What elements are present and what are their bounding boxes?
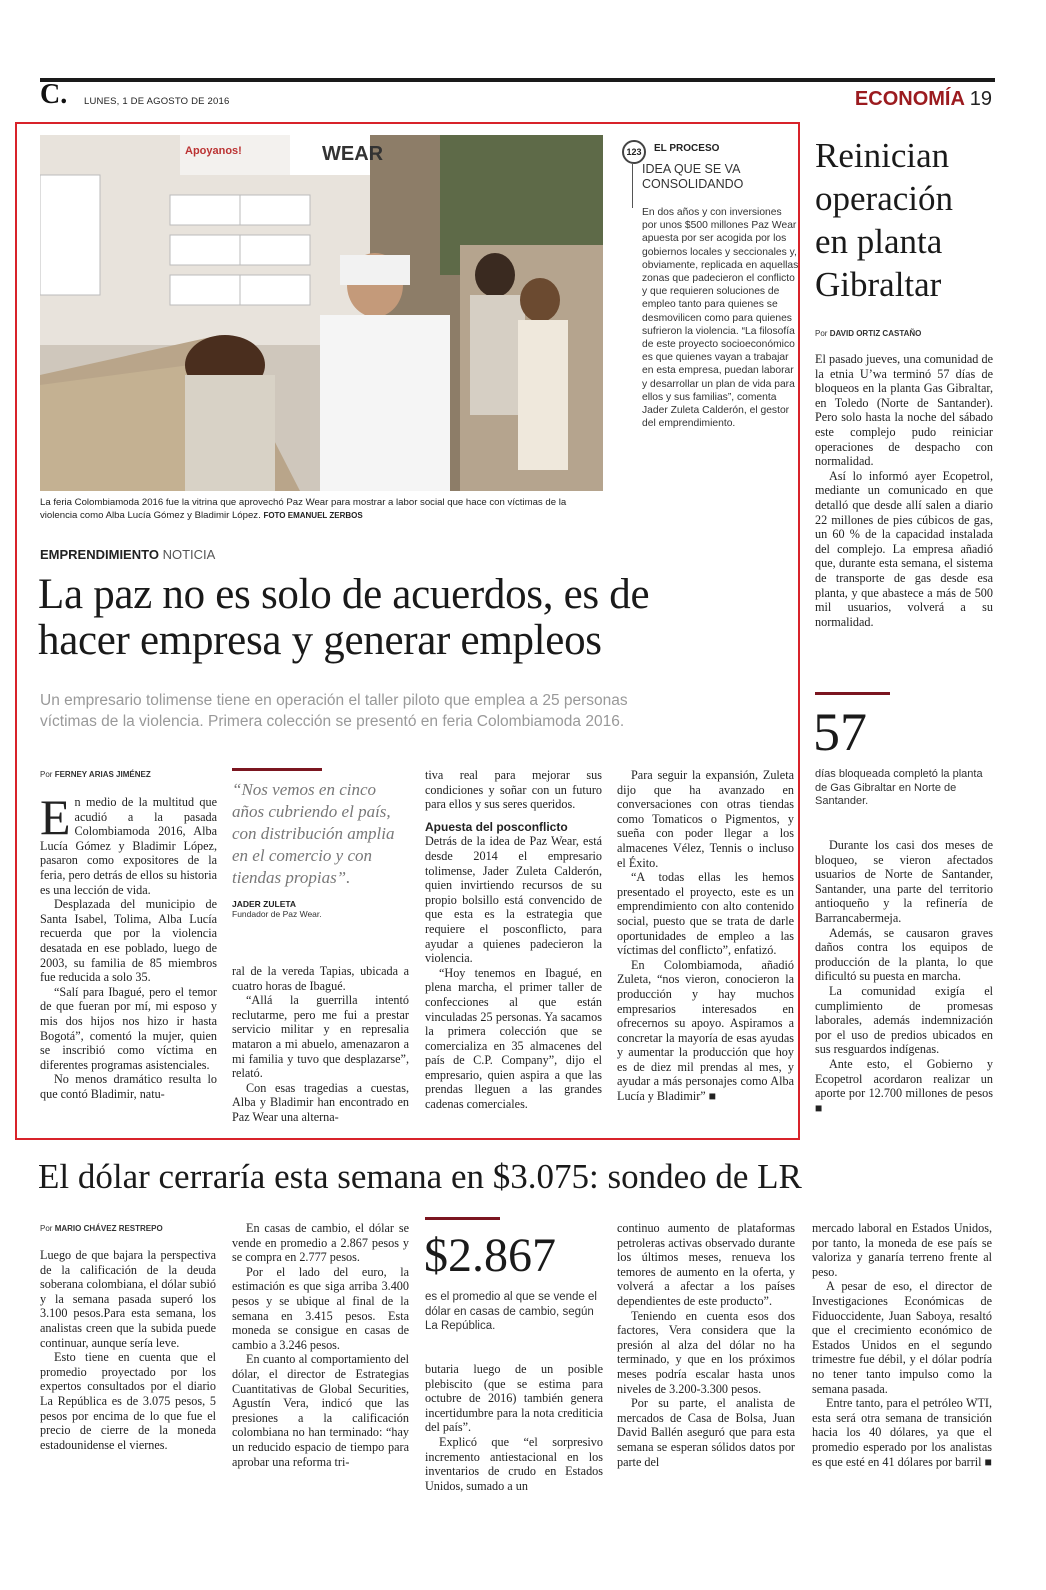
col3-p1: tiva real para mejorar sus condiciones y soñar con un futuro para ellos y sus seres queridos. — [425, 768, 602, 812]
gibraltar-p4: Además, se causaron graves daños contra los equipos de producción de la planta, lo que dificultó su puesta en marcha. — [815, 925, 993, 984]
pull-quote — [232, 768, 410, 919]
dollar-byline-prefix: Por — [40, 1224, 53, 1233]
col1-p2: Desplazada del municipio de Santa Isabel, Tolima, Alba Lucía recuerda que por la violencia desatada en ese poblado, luego de 2003, su familia de 85 miembros fue reducida a solo 35. — [40, 897, 217, 985]
dollar-col2-p2: Por el lado del euro, la estimación es que siga arriba 3.400 pesos y se ubique al final de la semana en 3.415 pesos. Esta moneda se consigue en casas de cambio a 3.246 pesos. — [232, 1264, 409, 1352]
sidebar-badge: 123 — [622, 140, 646, 164]
dollar-col5-p3: Entre tanto, para el petróleo WTI, esta será otra semana de transición hacia los 40 dólares, ya que el promedio esperado por los analistas es que esté en 41 dólares por barril ■ — [812, 1396, 992, 1469]
dollar-col1-p1: Luego de que bajara la perspectiva de la calificación de la deuda soberana colombiana, el dólar subió y la semana pasada superó los 3.100 pesos.Para esta semana, los analistas creen que la subida puede continuar, aunque sería leve. — [40, 1248, 216, 1350]
gibraltar-byline-name: DAVID ORTIZ CASTAÑO — [829, 329, 922, 338]
section-label — [855, 88, 992, 111]
gibraltar-stat-bar — [815, 692, 890, 695]
col4-p2: “A todas ellas les hemos presentado el proyecto, este es un emprendimiento con alto contenido social, puesto que se trata de darle oportunidades de empleo a las víctimas del conflicto”, enfatizó. — [617, 870, 794, 958]
gibraltar-p6: Ante esto, el Gobierno y Ecopetrol acordaron realizar un aporte por 12.700 millones de pesos ■ — [815, 1056, 993, 1115]
col4-p1: Para seguir la expansión, Zuleta dijo que ha avanzado en conversaciones con otras tiendas como Tomaticos o Pigmentos, y sueña con poder llegar a los almacenes Vélez, Tennis o incluso el Éxito. — [617, 768, 794, 870]
process-sidebar — [620, 138, 798, 430]
feature-col1 — [40, 789, 217, 1101]
dollar-byline — [40, 1224, 163, 1233]
photo-caption — [40, 496, 605, 522]
col2-p3: Con esas tragedias a cuestas, Alba y Bladimir han encontrado en Paz Wear una alterna- — [232, 1080, 409, 1124]
logo: C. — [40, 79, 68, 110]
dollar-col3-p1: butaria luego de un posible plebiscito (que se estima para octubre de 2016) también genera incertidumbre para la nota crediticia del país”. — [425, 1362, 603, 1435]
top-rule — [40, 78, 995, 82]
feature-dek — [40, 690, 800, 732]
quote-bar — [232, 768, 322, 771]
gibraltar-headline — [815, 134, 1005, 306]
col3-p3: “Hoy tenemos en Ibagué, en plena marcha, el primer taller de confecciones al que están vinculadas 25 personas. Ya sacamos la primera colección que se comercializa en 35 almacenes del país de C.P. Company”, dijo el empresario, quien aspira a que las prendas lleguen a las grandes cadenas comerciales. — [425, 965, 602, 1112]
photo-illustration — [40, 135, 603, 491]
dollar-col3 — [425, 1362, 603, 1493]
col1-p1: n medio de la multitud que acudió a la pasada Colombiamoda 2016, Alba Lucía Gómez y Bladimir López, pasaron como expositores de la feria, pero detrás de ellos su historia es una lección de vida. — [40, 795, 217, 897]
gibraltar-p2: Así lo informó ayer Ecopetrol, mediante un comunicado en que detalló que desde allí salen a diario 22 millones de pies cúbicos de gas, un 60 % de la capacidad instalada del complejo. La empresa añadió que, durante esta semana, el sistema de transporte de gas desde esa planta, y que abastece a más de 500 mil usuarios, volverá a su normalidad. — [815, 468, 993, 629]
feature-photo — [40, 135, 603, 491]
sidebar-title-line2: CONSOLIDANDO — [642, 177, 744, 191]
feature-col3 — [425, 768, 602, 1112]
page-number: 19 — [969, 88, 992, 110]
feature-col2 — [232, 964, 409, 1125]
dollar-col5-p2: A pesar de eso, el director de Investigaciones Económicas de Fiduoccidente, Juan Saboya, resaltó que el crecimiento económico de Estados Unidos en el segundo trimestre fue débil, y el dólar podría no tener tanto impulso como la semana pasada. — [812, 1279, 992, 1396]
quote-role: Fundador de Paz Wear. — [232, 909, 322, 919]
byline-name: FERNEY ARIAS JIMÉNEZ — [54, 770, 151, 779]
gibraltar-p5: La comunidad exigía el cumplimiento de promesas laborales, además indemnización por el uso de predios ubicados en sus resguardos indígenas. — [815, 983, 993, 1057]
gibraltar-p1: El pasado jueves, una comunidad de la etnia U’wa terminó 57 días de bloqueos en la planta Gas Gibraltar, en Toledo (Norte de Santander). Pero solo hasta la noche del sábado este complejo pudo reiniciar operaciones de despacho con normalidad. — [815, 352, 993, 469]
col1-p3: “Salí para Ibagué, pero el temor de que fueran por mí, mi esposo y mis dos hijos nos hizo ir hasta Bogotá”, comentó la mujer, quien se inscribió como víctima en diferentes programas asistenciales. — [40, 984, 217, 1072]
dollar-col2-p3: En cuanto al comportamiento del dólar, el director de Estrategias Cuantitativas de Global Securities, Agustín Vera, indicó que las presiones a la calificación colombiana no han terminado: “hay un reducido espacio de tiempo para aprobar una reforma tri- — [232, 1352, 409, 1469]
gibraltar-headline-line4: Gibraltar — [815, 265, 942, 304]
quote-text: “Nos vemos en cinco años cubriendo el país, con distribución amplia en el comercio y con tiendas propias”. — [232, 780, 395, 887]
feature-kicker — [40, 547, 215, 562]
photo-credit: FOTO EMANUEL ZERBOS — [263, 511, 363, 520]
dollar-col2-p1: En casas de cambio, el dólar se vende en promedio a 2.867 pesos y se compra en 2.777 pesos. — [232, 1221, 409, 1265]
sidebar-title — [642, 162, 798, 192]
kicker-light: NOTICIA — [162, 547, 216, 562]
sidebar-label: EL PROCESO — [654, 143, 720, 154]
gibraltar-headline-line3: en planta — [815, 222, 943, 261]
issue-date: LUNES, 1 DE AGOSTO DE 2016 — [84, 96, 230, 107]
dollar-byline-name: MARIO CHÁVEZ RESTREPO — [54, 1224, 163, 1233]
photo-sign-text: Apoyanos! — [185, 145, 242, 157]
kicker-bold: EMPRENDIMIENTO — [40, 547, 159, 562]
gibraltar-headline-line2: operación — [815, 179, 953, 218]
gibraltar-body-bottom — [815, 838, 993, 1115]
dollar-col3-p2: Explicó que “el sorpresivo incremento antiestacional en los inventarios de crudo en Estados Unidos, sumado a un — [425, 1434, 603, 1493]
col2-p2: “Allá la guerrilla intentó reclutarme, pero me fui a prestar servicio militar y en represalia mataron a mi abuelo, amenazaron a mi familia y tuvo que desplazarse”, relató. — [232, 993, 409, 1081]
feature-byline — [40, 770, 151, 779]
gibraltar-byline-prefix: Por — [815, 329, 828, 338]
gibraltar-stat-number: 57 — [813, 702, 867, 762]
sidebar-header — [620, 138, 798, 158]
dollar-stat-number: $2.867 — [424, 1229, 556, 1282]
sidebar-text: En dos años y con inversiones por unos $500 millones Paz Wear apuesta por ser acogida por los gobiernos locales y seccionales y, obviamente, replicada en aquellas zonas que padecieron el conflicto y que requieren soluciones de empleo tanto para quienes se desmovilicen como para quienes sufrieron la violencia. “La filosofía de este proyecto socioeconómico es que quienes vayan a trabajar en esta empresa, puedan laborar y desarrollar un plan de vida para ellos y sus familias”, comenta Jader Zuleta Calderón, el gestor del emprendimiento. — [642, 207, 799, 430]
gibraltar-body-top — [815, 352, 993, 629]
quote-author: JADER ZULETA — [232, 899, 297, 909]
dollar-stat-bar — [425, 1217, 500, 1220]
photo-brand-text: WEAR — [322, 143, 384, 165]
headline-line2: hacer empresa y generar empleos — [38, 617, 602, 664]
dollar-col4-p2: Teniendo en cuenta esos dos factores, Vera considera que la presión al alza del dólar no ha terminado, y que en los próximos meses podría escalar hasta unos niveles de 3.200-3.300 pesos. — [617, 1308, 795, 1396]
col3-subhead: Apuesta del posconflicto — [425, 819, 568, 834]
caption-text: La feria Colombiamoda 2016 fue la vitrina que aprovechó Paz Wear para mostrar a labor social que hace con víctimas de la violencia como Alba Lucía Gómez y Bladimir López. — [40, 497, 567, 521]
dollar-col4-p3: Por su parte, el analista de mercados de Casa de Bolsa, Juan David Ballén aseguró que para esta semana se esperan sólidos datos por parte del — [617, 1396, 795, 1469]
dropcap: E — [40, 789, 71, 845]
gibraltar-stat-text: días bloqueada completó la planta de Gas Gibraltar en Norte de Santander. — [815, 768, 983, 807]
dek-line1: Un empresario tolimense tiene en operación el taller piloto que emplea a 25 personas — [40, 692, 628, 709]
gibraltar-byline — [815, 329, 921, 338]
dollar-headline: El dólar cerraría esta semana en $3.075: sondeo de LR — [38, 1157, 802, 1196]
col1-p4: No menos dramático resulta lo que contó Bladimir, natu- — [40, 1072, 217, 1101]
dollar-col1 — [40, 1248, 216, 1452]
feature-headline — [38, 572, 798, 664]
dollar-col5-p1: mercado laboral en Estados Unidos, por tanto, la moneda de ese país se valoriza y ganaría terreno frente al peso. — [812, 1221, 992, 1279]
byline-prefix: Por — [40, 770, 53, 779]
dollar-col4-p1: continuo aumento de plataformas petroleras activas observado durante los últimos meses, renueva los temores de aumento en la oferta, y volverá a afectar a los países dependientes de este producto”. — [617, 1221, 795, 1308]
col4-p3: En Colombiamoda, añadió Zuleta, “nos vieron, conocieron la producción y hay muchos empresarios interesados en ofrecernos su apoyo. Aspiramos a concretar la mayoría de esas ayudas y aumentar la producción que hoy es de diez mil prendas al mes, y ayudar a más personajes como Alba Lucía y Bladimir” ■ — [617, 957, 794, 1104]
sidebar-vline — [632, 164, 633, 208]
gibraltar-headline-line1: Reinician — [815, 136, 950, 175]
dek-line2: víctimas de la violencia. Primera colección se presentó en feria Colombiamoda 2016. — [40, 713, 625, 730]
headline-line1: La paz no es solo de acuerdos, es de — [38, 571, 650, 618]
sidebar-title-line1: IDEA QUE SE VA — [642, 162, 741, 176]
gibraltar-p3: Durante los casi dos meses de bloqueo, se vieron afectados usuarios de Norte de Santander, Santander, una parte del territorio antioqueño y la refinería de Barrancabermeja. — [815, 838, 993, 925]
dollar-col1-p2: Esto tiene en cuenta que el promedio proyectado por los expertos consultados por el diario La República es de 3.075 pesos, 5 pesos por encima de lo que fue el precio de cierre de la moneda estadounidense el viernes. — [40, 1350, 216, 1452]
feature-col4 — [617, 768, 794, 1104]
dollar-stat-text: es el promedio al que se vende el dólar en casas de cambio, según La República. — [425, 1291, 597, 1332]
col3-p2: Detrás de la idea de Paz Wear, está desde 2014 el empresario tolimense, Jader Zuleta Calderón, quien invirtiendo recursos de su propio bolsillo está convencido de que esta es la estrategia que requiere el posconflicto, para ayudar a quienes padecieron la violencia. — [425, 834, 602, 966]
section-name: ECONOMÍA — [854, 88, 965, 110]
dollar-col5 — [812, 1221, 992, 1469]
dollar-col4 — [617, 1221, 795, 1469]
col2-p1: ral de la vereda Tapias, ubicada a cuatro horas de Ibagué. — [232, 964, 409, 993]
dollar-col2 — [232, 1221, 409, 1469]
